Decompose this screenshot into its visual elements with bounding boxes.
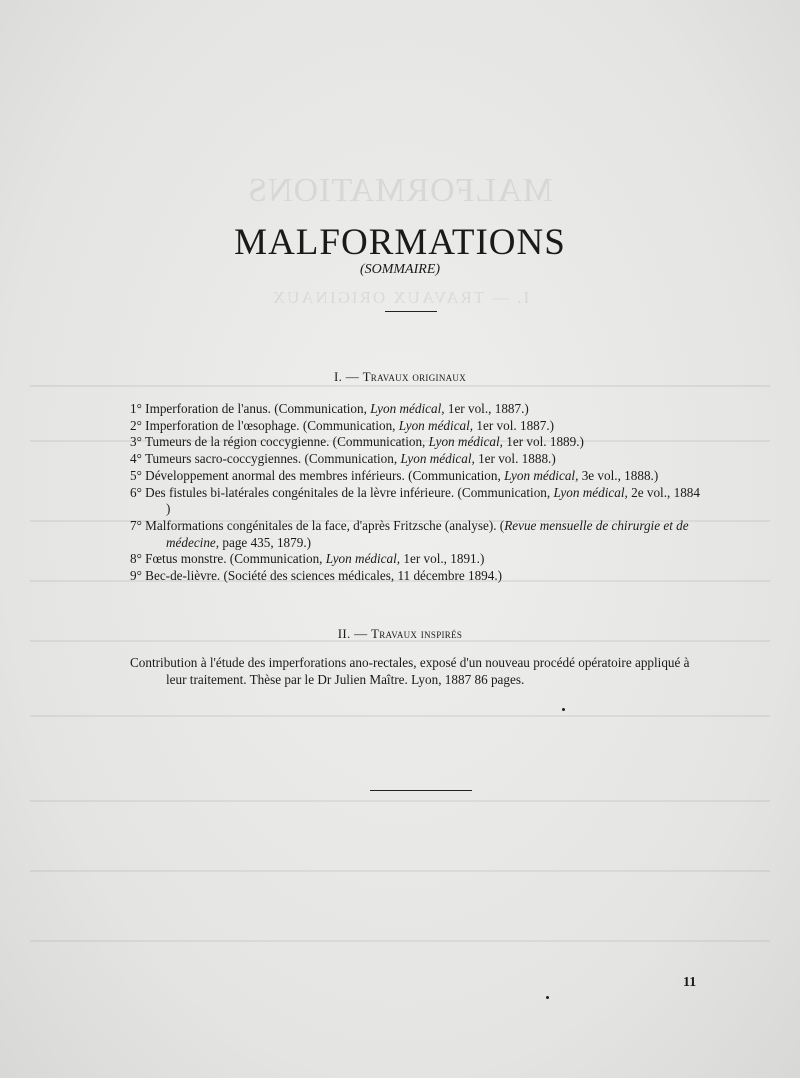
item-number: 8° (130, 551, 142, 567)
list-item (130, 401, 705, 418)
item-text: Tumeurs de la région coccygienne. (Communication, (144, 434, 429, 450)
ink-speck (546, 996, 549, 999)
section-heading-inspired (0, 626, 800, 642)
contribution-entry: Contribution à l'étude des imperforations ano-rectales, exposé d'un nouveau procédé opératoire appliqué à leur traitement. Thèse par le Dr Julien Maître. Lyon, 1887 86 pages. (130, 655, 690, 687)
item-number: 3° (130, 434, 142, 450)
works-list (130, 401, 705, 585)
item-details: 1er vol. 1887.) (473, 417, 555, 433)
item-details: 1er vol. 1888.) (474, 451, 556, 467)
item-journal: Lyon médical, (553, 484, 628, 500)
item-details: 1er vol. 1889.) (502, 434, 584, 450)
title-divider (385, 311, 437, 312)
item-journal: Lyon médical, (398, 417, 474, 433)
page-subtitle: (SOMMAIRE) (359, 262, 441, 277)
section-numeral: II. — (337, 626, 368, 641)
item-journal: Lyon médical, (370, 401, 445, 416)
item-details: 1er vol., 1887.) (444, 401, 529, 416)
item-details: 2e vol., 1884 ) (166, 484, 700, 517)
item-number: 7° (130, 517, 142, 533)
item-text: Imperforation de l'anus. (Communication, (145, 401, 371, 416)
ghost-heading: I. — TRAVAUX ORIGINAUX (270, 288, 530, 307)
item-number: 4° (130, 451, 142, 467)
item-journal: Lyon médical, (504, 467, 579, 483)
list-item (130, 485, 705, 518)
item-number: 1° (130, 401, 142, 416)
item-number: 9° (130, 568, 142, 584)
ghost-title: MALFORMATIONS (247, 172, 553, 209)
list-item (130, 568, 705, 585)
item-text: Des fistules bi-latérales congénitales de la lèvre inférieure. (Communication, (145, 484, 554, 500)
item-text: Bec-de-lièvre. (Société des sciences médicales, 11 décembre 1894.) (145, 568, 503, 584)
section-title: Travaux originaux (362, 369, 467, 384)
item-journal: Lyon médical, (325, 551, 401, 567)
section-heading-original (0, 369, 800, 385)
list-item (130, 434, 705, 451)
page-number: 11 (683, 975, 697, 990)
item-journal: Lyon médical, (428, 434, 503, 450)
list-item (130, 418, 705, 435)
item-details: 3e vol., 1888.) (578, 467, 659, 483)
ink-speck (562, 708, 565, 711)
item-number: 5° (130, 467, 142, 483)
item-text: Tumeurs sacro-coccygiennes. (Communication, (144, 451, 401, 467)
section-numeral: I. — (333, 369, 359, 384)
section-title: Travaux inspirés (371, 626, 463, 641)
item-text: Malformations congénitales de la face, d'après Fritzsche (analyse). ( (145, 517, 505, 533)
list-item (130, 451, 705, 468)
item-details: 1er vol., 1891.) (400, 551, 485, 567)
list-item (130, 551, 705, 568)
list-item (130, 468, 705, 485)
item-number: 6° (130, 484, 142, 500)
item-journal: Revue mensuelle de chirurgie et de médecine, (166, 517, 689, 550)
item-journal: Lyon médical, (400, 451, 475, 467)
item-text: Développement anormal des membres inférieurs. (Communication, (145, 467, 505, 483)
item-text: Fœtus monstre. (Communication, (145, 551, 326, 567)
item-details: page 435, 1879.) (219, 534, 312, 550)
closing-divider (370, 790, 472, 791)
page-title: MALFORMATIONS (234, 221, 566, 263)
list-item (130, 518, 705, 551)
item-text: Imperforation de l'œsophage. (Communication, (145, 417, 399, 433)
item-number: 2° (130, 417, 142, 433)
